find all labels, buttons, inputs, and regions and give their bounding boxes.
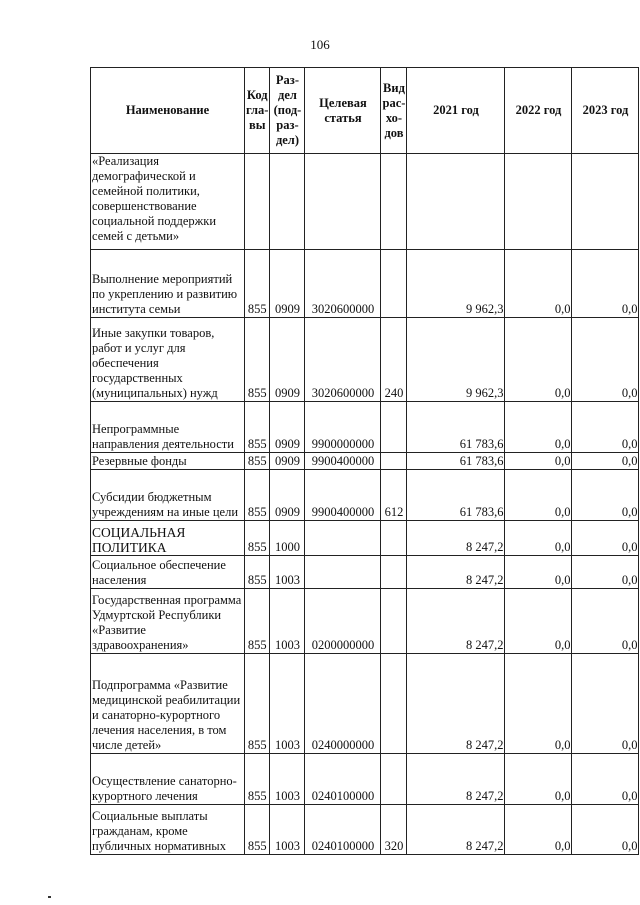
cell-code: 855 — [245, 250, 270, 318]
cell-name: Иные закупки товаров, работ и услуг для обеспечения государственных (муниципальных) нужд — [91, 318, 245, 402]
cell-2022: 0,0 — [505, 402, 572, 453]
cell-target — [305, 154, 381, 250]
cell-2022: 0,0 — [505, 250, 572, 318]
cell-exp-type: 240 — [381, 318, 407, 402]
cell-target — [305, 521, 381, 556]
header-2023: 2023 год — [572, 68, 639, 154]
cell-2021: 8 247,2 — [407, 589, 505, 654]
cell-2022: 0,0 — [505, 521, 572, 556]
cell-section — [270, 154, 305, 250]
cell-2021: 8 247,2 — [407, 805, 505, 855]
cell-2022: 0,0 — [505, 754, 572, 805]
cell-target: 3020600000 — [305, 318, 381, 402]
cell-2023: 0,0 — [572, 318, 639, 402]
cell-2023: 0,0 — [572, 654, 639, 754]
header-target: Целевая статья — [305, 68, 381, 154]
cell-2022: 0,0 — [505, 654, 572, 754]
cell-name: Выполнение мероприятий по укреплению и развитию института семьи — [91, 250, 245, 318]
cell-name: Непрограммные направления деятельности — [91, 402, 245, 453]
cell-name: Субсидии бюджетным учреждениям на иные цели — [91, 470, 245, 521]
cell-name: Государственная программа Удмуртской Республики «Развитие здравоохранения» — [91, 589, 245, 654]
cell-2021: 8 247,2 — [407, 556, 505, 589]
table-row — [91, 318, 639, 402]
cell-2022: 0,0 — [505, 805, 572, 855]
table-body — [91, 154, 639, 855]
table-row — [91, 250, 639, 318]
table-row — [91, 154, 639, 250]
cell-target — [305, 556, 381, 589]
cell-name: Социальное обеспечение населения — [91, 556, 245, 589]
cell-exp-type — [381, 154, 407, 250]
cell-name: СОЦИАЛЬНАЯ ПОЛИТИКА — [91, 521, 245, 556]
cell-target: 0240100000 — [305, 805, 381, 855]
budget-table — [90, 67, 639, 855]
cell-code: 855 — [245, 521, 270, 556]
cell-exp-type — [381, 654, 407, 754]
table-row — [91, 754, 639, 805]
cell-name: Резервные фонды — [91, 453, 245, 470]
cell-code: 855 — [245, 556, 270, 589]
cell-name: Подпрограмма «Развитие медицинской реабилитации и санаторно-курортного лечения населения, в том числе детей» — [91, 654, 245, 754]
cell-2023 — [572, 154, 639, 250]
cell-exp-type — [381, 453, 407, 470]
cell-exp-type — [381, 521, 407, 556]
cell-2021: 8 247,2 — [407, 754, 505, 805]
cell-2023: 0,0 — [572, 250, 639, 318]
cell-exp-type — [381, 754, 407, 805]
cell-2022: 0,0 — [505, 589, 572, 654]
cell-2023: 0,0 — [572, 402, 639, 453]
cell-section: 0909 — [270, 470, 305, 521]
cell-code: 855 — [245, 589, 270, 654]
table-row — [91, 521, 639, 556]
cell-name: «Реализация демографической и семейной политики, совершенствование социальной поддержки семей с детьми» — [91, 154, 245, 250]
cell-section: 0909 — [270, 318, 305, 402]
cell-2021: 9 962,3 — [407, 250, 505, 318]
cell-code: 855 — [245, 754, 270, 805]
cell-section: 1003 — [270, 589, 305, 654]
cell-exp-type — [381, 589, 407, 654]
cell-2021: 61 783,6 — [407, 402, 505, 453]
header-exp-type: Вид рас- хо- дов — [381, 68, 407, 154]
cell-code — [245, 154, 270, 250]
cell-name: Социальные выплаты гражданам, кроме публичных нормативных — [91, 805, 245, 855]
cell-2023: 0,0 — [572, 805, 639, 855]
table-header — [91, 68, 639, 154]
cell-target: 9900000000 — [305, 402, 381, 453]
cell-section: 1000 — [270, 521, 305, 556]
cell-code: 855 — [245, 453, 270, 470]
cell-2022: 0,0 — [505, 453, 572, 470]
table-row — [91, 470, 639, 521]
cell-exp-type — [381, 250, 407, 318]
cell-2021 — [407, 154, 505, 250]
cell-2023: 0,0 — [572, 453, 639, 470]
table-row — [91, 556, 639, 589]
cell-2023: 0,0 — [572, 754, 639, 805]
cell-2021: 8 247,2 — [407, 654, 505, 754]
stray-mark — [48, 896, 51, 898]
header-section: Раз- дел (под- раз- дел) — [270, 68, 305, 154]
cell-target: 9900400000 — [305, 453, 381, 470]
cell-exp-type: 320 — [381, 805, 407, 855]
cell-exp-type — [381, 402, 407, 453]
cell-code: 855 — [245, 470, 270, 521]
page-number: 106 — [310, 37, 330, 52]
cell-section: 1003 — [270, 654, 305, 754]
cell-target: 9900400000 — [305, 470, 381, 521]
header-name: Наименование — [91, 68, 245, 154]
cell-section: 1003 — [270, 556, 305, 589]
cell-2023: 0,0 — [572, 556, 639, 589]
cell-target: 0200000000 — [305, 589, 381, 654]
cell-2023: 0,0 — [572, 521, 639, 556]
cell-section: 0909 — [270, 453, 305, 470]
header-2022: 2022 год — [505, 68, 572, 154]
table-row — [91, 805, 639, 855]
table-row — [91, 654, 639, 754]
cell-2022 — [505, 154, 572, 250]
cell-2021: 8 247,2 — [407, 521, 505, 556]
cell-2022: 0,0 — [505, 556, 572, 589]
cell-exp-type — [381, 556, 407, 589]
cell-section: 0909 — [270, 402, 305, 453]
cell-target: 0240000000 — [305, 654, 381, 754]
cell-name: Осуществление санаторно-курортного лечения — [91, 754, 245, 805]
table-row — [91, 402, 639, 453]
cell-2021: 61 783,6 — [407, 470, 505, 521]
cell-target: 3020600000 — [305, 250, 381, 318]
cell-section: 1003 — [270, 754, 305, 805]
cell-code: 855 — [245, 318, 270, 402]
cell-exp-type: 612 — [381, 470, 407, 521]
cell-2023: 0,0 — [572, 589, 639, 654]
header-2021: 2021 год — [407, 68, 505, 154]
table-row — [91, 453, 639, 470]
cell-code: 855 — [245, 805, 270, 855]
table-row — [91, 589, 639, 654]
cell-code: 855 — [245, 402, 270, 453]
cell-2022: 0,0 — [505, 470, 572, 521]
cell-2021: 61 783,6 — [407, 453, 505, 470]
cell-section: 0909 — [270, 250, 305, 318]
cell-2023: 0,0 — [572, 470, 639, 521]
cell-2022: 0,0 — [505, 318, 572, 402]
cell-target: 0240100000 — [305, 754, 381, 805]
cell-code: 855 — [245, 654, 270, 754]
header-code: Код гла- вы — [245, 68, 270, 154]
cell-2021: 9 962,3 — [407, 318, 505, 402]
cell-section: 1003 — [270, 805, 305, 855]
